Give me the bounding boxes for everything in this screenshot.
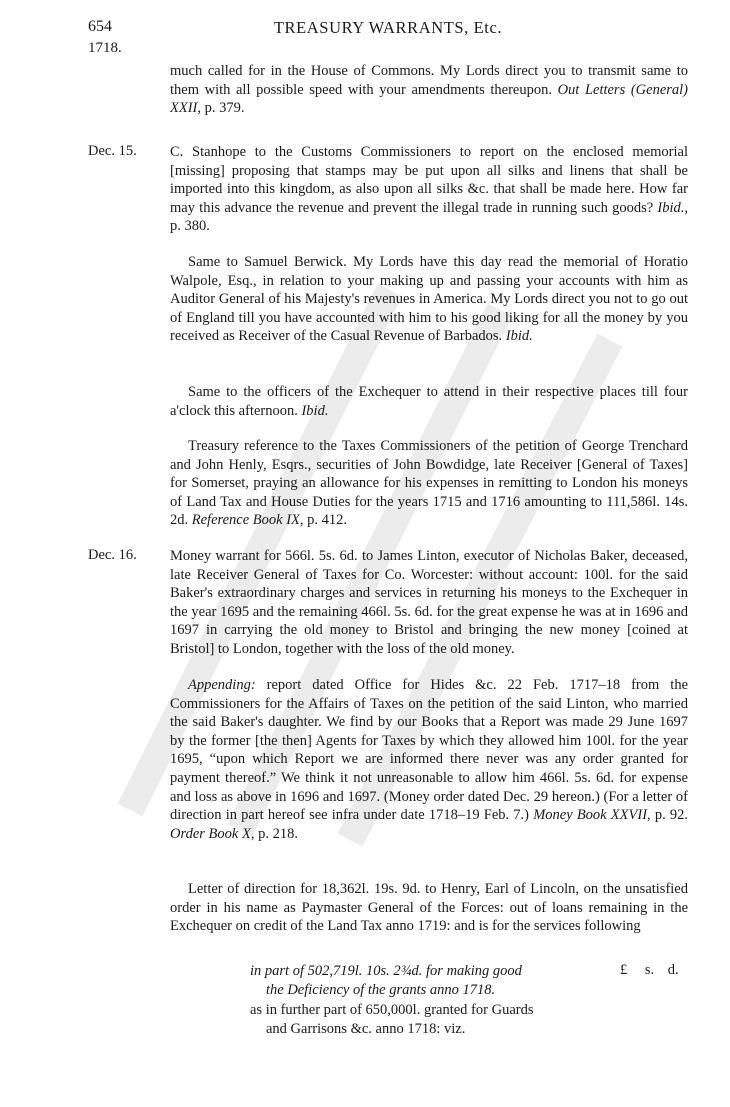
shillings-column-header: s.: [644, 962, 655, 978]
entry-paragraph: [170, 143, 688, 236]
entry-paragraph: [170, 437, 688, 530]
entry-paragraph: [170, 547, 688, 659]
margin-date: Dec. 15.: [88, 143, 137, 159]
entry-text: Money warrant for 566l. 5s. 6d. to James Linton, executor of Nicholas Baker, deceased, late Receiver General of Taxes for Co. Worcester: without account: 100l. for the said Baker's extraordinary charges and services in returning his moneys to the Exchequer in the year 1695 and the remaining 466l. 5s. 6d. for the great expense he was at in 1696 and 1697 in carrying the old money to Bristol and bringing the new money [coined at Bristol] to London, together with the loss of the old money.: [170, 548, 688, 657]
entry-reference: Out Letters (General) XXII: [170, 81, 689, 117]
entry-reference: Order Book X: [170, 825, 251, 842]
entry-reference: Reference Book IX: [191, 512, 300, 529]
entry-text: much called for in the House of Commons. My Lords direct you to transmit same to them with all possible speed with your amendments thereupon.: [170, 63, 688, 98]
entry-paragraph: [170, 62, 688, 118]
entry-text: report dated Office for Hides &c. 22 Feb. 1717–18 from the Commissioners for the Affairs of Taxes on the petition of the said Linton, who married the said Baker's daughter. We find by our Books that a Report was made 29 June 1697 by the former [the then] Agents for Taxes by which they allowed him 100l. for the year 1695, “upon which Report we are informed there never was any order granted for payment thereof.” We think it not unreasonable to allow him 466l. 5s. 6d. for expense and loss as above in 1696 and 1697. (Money order dated Dec. 29 hereon.) (For a letter of direction in part hereof see infra under date 1718–19 Feb. 7.): [170, 677, 688, 824]
entry-text: Same to Samuel Berwick. My Lords have this day read the memorial of Horatio Walpole, Esq., in relation to your making up and passing your accounts with him as Auditor General of his Majesty's revenues in America. My Lords direct you not to go out of England till you have accounted with him to his good liking for all the money by you received as Receiver of the Casual Revenue of Barbados.: [170, 254, 688, 345]
entry-reference: Ibid.: [505, 328, 533, 345]
page-header: [88, 18, 688, 40]
entry-reference-page: , p. 92.: [647, 807, 689, 824]
entry-paragraph: [170, 676, 688, 843]
appending-label: Appending:: [188, 677, 256, 693]
running-head: TREASURY WARRANTS, Etc.: [273, 18, 503, 37]
entry-reference: Ibid.: [657, 199, 685, 216]
pounds-column-header: £: [620, 962, 628, 978]
entry-reference-page: , p. 412.: [299, 512, 348, 529]
ledger-item: in part of 502,719l. 10s. 2¾d. for making good the Deficiency of the grants anno 1718.: [250, 963, 522, 998]
entry-reference: Ibid.: [301, 402, 329, 419]
entry-reference-page: , p. 380.: [170, 199, 688, 235]
entry-reference: Money Book XXVII: [533, 807, 648, 824]
entry-paragraph: [170, 383, 688, 420]
ledger-item: as in further part of 650,000l. granted for Guards and Garrisons &c. anno 1718: viz.: [250, 1002, 534, 1037]
entry-paragraph: [170, 880, 688, 936]
entry-text: Treasury reference to the Taxes Commissioners of the petition of George Trenchard and John Henly, Esqrs., securities of John Bowdidge, late Receiver [General of Taxes] for Somerset, praying an allowance for his expenses in remitting to London his moneys of Land Tax and House Duties for the years 1715 and 1716 amounting to 111,586l. 14s. 2d.: [170, 438, 688, 529]
entry-paragraph: [170, 253, 688, 346]
entry-reference-page: , p. 379.: [197, 100, 245, 117]
entry-text: Letter of direction for 18,362l. 19s. 9d. to Henry, Earl of Lincoln, on the unsatisfied order in his name as Paymaster General of the Forces: out of loans remaining in the Exchequer on credit of the Land Tax anno 1719: and is for the services following: [170, 881, 688, 935]
entry-reference-page: , p. 218.: [250, 825, 298, 842]
ledger-columns: [620, 962, 679, 979]
entry-text: Same to the officers of the Exchequer to attend in their respective places till four a'clock this afternoon.: [170, 384, 688, 419]
entry-text: C. Stanhope to the Customs Commissioners to report on the enclosed memorial [missing] proposing that stamps may be put upon all silks and linens that shall be imported into this kingdom, as also upon all silks &c. that shall be made here. How far may this advance the revenue and prevent the illegal trade in running such goods?: [170, 144, 688, 216]
margin-date: Dec. 16.: [88, 547, 137, 563]
page-number: 654: [88, 18, 112, 35]
margin-year: 1718.: [88, 40, 122, 56]
pence-column-header: d.: [667, 962, 679, 978]
ledger: [250, 962, 660, 1038]
